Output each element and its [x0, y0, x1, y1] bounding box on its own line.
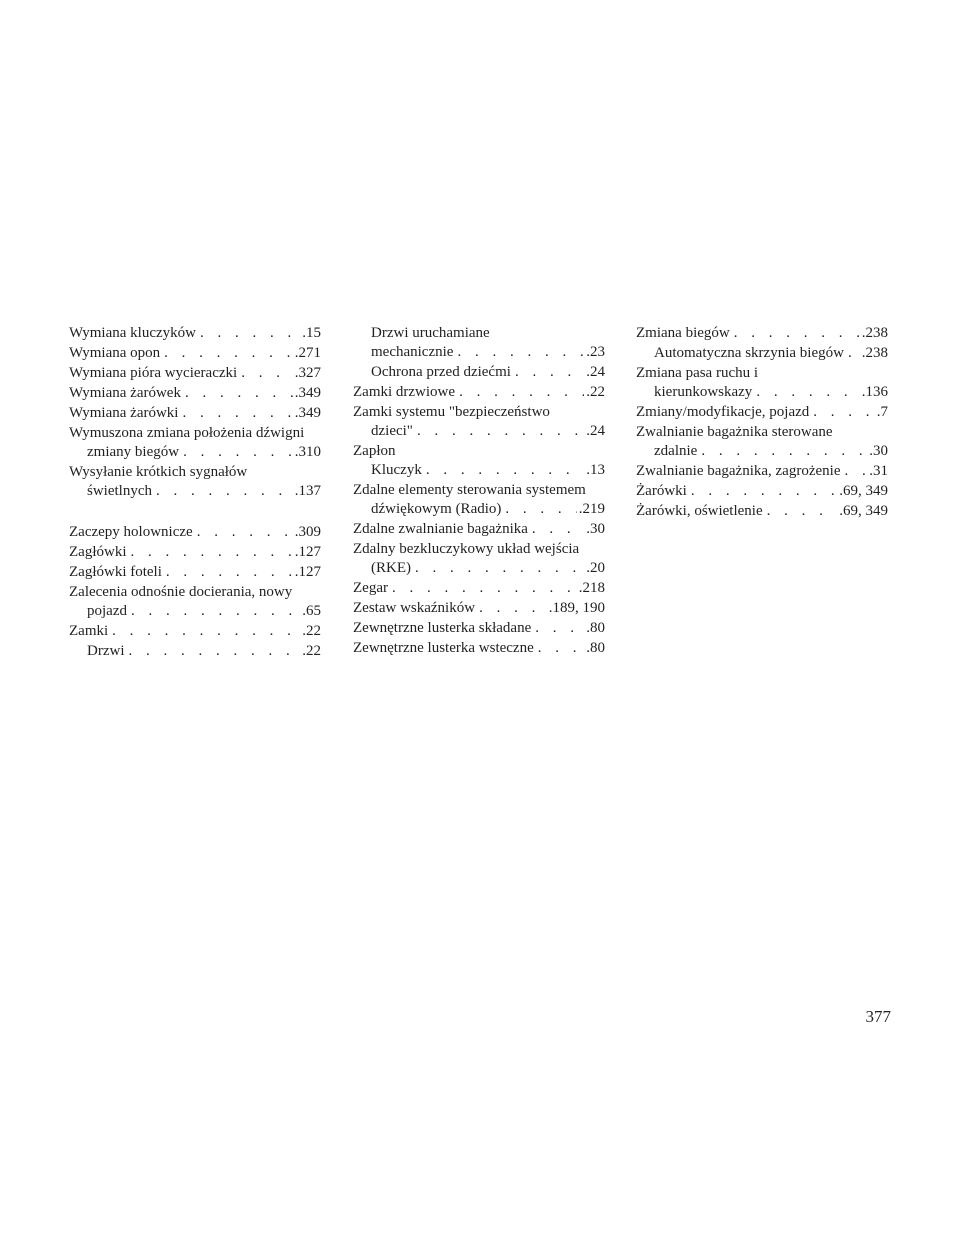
- index-entry-row: [353, 579, 605, 598]
- index-entry-page-ref: .13: [586, 462, 605, 478]
- index-entry-row: [353, 500, 605, 519]
- index-entry: [353, 540, 605, 578]
- index-entry-row: [353, 363, 605, 382]
- index-entry: [69, 404, 321, 423]
- index-entry-term: kierunkowskazy: [654, 384, 753, 400]
- dot-leader: [166, 563, 293, 582]
- index-entry-page-ref: .137: [294, 483, 321, 499]
- index-entry-page-ref: .31: [869, 463, 888, 479]
- dot-leader: [457, 343, 584, 362]
- index-entry-row: [69, 404, 321, 423]
- dot-leader: [129, 642, 301, 661]
- index-column-3: [636, 324, 888, 522]
- index-entry-row: [69, 563, 321, 582]
- index-entry-term: Ochrona przed dziećmi: [371, 364, 511, 380]
- index-entry-row: [69, 602, 321, 621]
- index-entry-row: [69, 523, 321, 542]
- index-entry-page-ref: .22: [586, 384, 605, 400]
- dot-leader: [185, 384, 293, 403]
- index-entry-heading: Drzwi uruchamiane: [371, 325, 490, 341]
- index-entry-row: [353, 422, 605, 441]
- index-entry-row: [636, 482, 888, 501]
- index-entry-row: [353, 599, 605, 618]
- index-entry-page-ref: .127: [294, 544, 321, 560]
- index-entry-page-ref: .349: [294, 405, 321, 421]
- index-entry-term: Zewnętrzne lusterka wsteczne: [353, 640, 534, 656]
- dot-leader: [156, 482, 293, 501]
- dot-leader: [415, 559, 584, 578]
- index-entry-term: Zewnętrzne lusterka składane: [353, 620, 532, 636]
- index-entry-heading: Zapłon: [353, 443, 396, 459]
- index-entry: [69, 384, 321, 403]
- index-entry-page-ref: .349: [294, 385, 321, 401]
- index-entry: [353, 599, 605, 618]
- index-entry-term: Żarówki, oświetlenie: [636, 503, 763, 519]
- index-entry-term: Zmiany/modyfikacje, pojazd: [636, 404, 810, 420]
- index-entry-row: [353, 520, 605, 539]
- index-entry: [353, 639, 605, 658]
- index-entry-row: [636, 324, 888, 343]
- index-entry-row: [353, 343, 605, 362]
- index-entry: [353, 383, 605, 402]
- index-entry: [69, 463, 321, 501]
- index-entry-row: [69, 364, 321, 383]
- index-entry-page-ref: .23: [586, 344, 605, 360]
- index-entry-row: [636, 344, 888, 363]
- dot-leader: [734, 324, 860, 343]
- index-entry-page-ref: .22: [302, 643, 321, 659]
- index-entry: [353, 442, 605, 480]
- index-entry-row: [636, 383, 888, 402]
- index-entry-term: Zamki drzwiowe: [353, 384, 456, 400]
- index-entry: [636, 423, 888, 461]
- dot-leader: [844, 462, 867, 481]
- index-entry: [69, 324, 321, 343]
- index-entry-page-ref: .189, 190: [548, 600, 605, 616]
- index-entry-page-ref: .7: [876, 404, 888, 420]
- index-entry-page-ref: .15: [302, 325, 321, 341]
- index-entry-term: Wymiana pióra wycieraczki: [69, 365, 238, 381]
- index-entry-page-ref: .238: [861, 345, 888, 361]
- index-entry-row: [636, 502, 888, 521]
- index-entry-page-ref: .309: [294, 524, 321, 540]
- index-entry-term: (RKE): [371, 560, 411, 576]
- index-entry-heading: Wysyłanie krótkich sygnałów: [69, 464, 248, 480]
- index-entry-term: Zdalne zwalnianie bagażnika: [353, 521, 528, 537]
- dot-leader: [701, 442, 867, 461]
- index-entry-term: Zagłówki: [69, 544, 127, 560]
- index-entry-row: [69, 543, 321, 562]
- index-entry-row: [69, 344, 321, 363]
- index-entry: [636, 364, 888, 402]
- index-entry-page-ref: .22: [302, 623, 321, 639]
- index-entry-term: Żarówki: [636, 483, 687, 499]
- index-entry-term: świetlnych: [87, 483, 152, 499]
- dot-leader: [392, 579, 577, 598]
- dot-leader: [459, 383, 584, 402]
- dot-leader: [164, 344, 293, 363]
- index-entry-page-ref: .127: [294, 564, 321, 580]
- dot-leader: [691, 482, 837, 501]
- index-entry-heading: Zdalny bezkluczykowy układ wejścia: [353, 541, 580, 557]
- index-entry-row: [353, 619, 605, 638]
- index-entry-page-ref: .238: [861, 325, 888, 341]
- index-entry-term: Wymiana żarówki: [69, 405, 179, 421]
- index-entry-page-ref: .310: [294, 444, 321, 460]
- index-entry-row: [636, 462, 888, 481]
- index-entry-row: [69, 642, 321, 661]
- index-entry: [69, 364, 321, 383]
- dot-leader: [535, 619, 584, 638]
- index-entry-row: [353, 559, 605, 578]
- dot-leader: [182, 404, 292, 423]
- dot-leader: [417, 422, 584, 441]
- index-entry-row: [69, 324, 321, 343]
- dot-leader: [515, 363, 584, 382]
- index-entry-row: [353, 461, 605, 480]
- index-entry: [69, 424, 321, 462]
- index-entry-row: [353, 639, 605, 658]
- index-entry-term: Wymiana opon: [69, 345, 161, 361]
- index-entry: [69, 543, 321, 562]
- index-entry-page-ref: .24: [586, 423, 605, 439]
- index-entry: [353, 619, 605, 638]
- dot-leader: [426, 461, 584, 480]
- dot-leader: [813, 403, 874, 422]
- index-entry: [636, 482, 888, 501]
- index-entry-heading: Zwalnianie bagażnika sterowane: [636, 424, 833, 440]
- index-column-1: [69, 324, 321, 662]
- index-entry-row: [69, 482, 321, 501]
- index-entry: [69, 523, 321, 542]
- index-entry: [69, 622, 321, 641]
- index-entry: [636, 462, 888, 481]
- index-entry-page-ref: .219: [578, 501, 605, 517]
- index-entry-row: [69, 622, 321, 641]
- index-entry: [636, 403, 888, 422]
- index-entry-row: [353, 383, 605, 402]
- index-entry: [353, 403, 605, 441]
- dot-leader: [848, 344, 860, 363]
- index-entry-page-ref: .20: [586, 560, 605, 576]
- dot-leader: [197, 523, 293, 542]
- index-entry-page-ref: .69, 349: [839, 483, 888, 499]
- dot-leader: [756, 383, 859, 402]
- index-entry-term: Zagłówki foteli: [69, 564, 162, 580]
- dot-leader: [241, 364, 293, 383]
- index-entry: [636, 324, 888, 343]
- index-entry-page-ref: .30: [586, 521, 605, 537]
- index-entry-heading: Zalecenia odnośnie docierania, nowy: [69, 584, 293, 600]
- index-entry: [353, 363, 605, 382]
- index-entry-term: pojazd: [87, 603, 127, 619]
- index-entry-row: [636, 403, 888, 422]
- index-entry-term: Zestaw wskaźników: [353, 600, 476, 616]
- index-entry-term: Zwalnianie bagażnika, zagrożenie: [636, 463, 841, 479]
- index-entry-term: zdalnie: [654, 443, 698, 459]
- index-entry-heading: Wymuszona zmiana położenia dźwigni: [69, 425, 305, 441]
- index-entry: [636, 344, 888, 363]
- index-entry-term: Automatyczna skrzynia biegów: [654, 345, 844, 361]
- index-entry-page-ref: .136: [861, 384, 888, 400]
- index-entry-term: zmiany biegów: [87, 444, 180, 460]
- index-entry-page-ref: .327: [294, 365, 321, 381]
- dot-leader: [505, 500, 576, 519]
- index-entry-page-ref: .30: [869, 443, 888, 459]
- index-entry-heading: Zdalne elementy sterowania systemem: [353, 482, 586, 498]
- index-entry-term: Zegar: [353, 580, 388, 596]
- index-entry: [353, 520, 605, 539]
- dot-leader: [532, 520, 584, 539]
- index-entry-page-ref: .80: [586, 640, 605, 656]
- index-entry: [69, 583, 321, 621]
- index-entry-term: Kluczyk: [371, 462, 422, 478]
- dot-leader: [767, 502, 838, 521]
- index-column-2: [353, 324, 605, 659]
- page-number: 377: [865, 1007, 891, 1026]
- dot-leader: [538, 639, 585, 658]
- index-entry-term: Zamki: [69, 623, 109, 639]
- dot-leader: [131, 602, 300, 621]
- dot-leader: [200, 324, 300, 343]
- index-entry: [353, 579, 605, 598]
- index-entry-term: mechanicznie: [371, 344, 454, 360]
- index-entry-page-ref: .65: [302, 603, 321, 619]
- index-entry: [636, 502, 888, 521]
- dot-leader: [131, 543, 293, 562]
- index-entry-term: dzieci": [371, 423, 413, 439]
- index-entry-page-ref: .271: [294, 345, 321, 361]
- index-entry-row: [636, 442, 888, 461]
- index-entry-row: [69, 443, 321, 462]
- index-entry: [353, 481, 605, 519]
- index-entry-term: Drzwi: [87, 643, 125, 659]
- letter-group-gap: [69, 502, 321, 523]
- index-entry-page-ref: .218: [578, 580, 605, 596]
- index-entry: [69, 642, 321, 661]
- index-entry-page-ref: .80: [586, 620, 605, 636]
- index-entry-term: Zaczepy holownicze: [69, 524, 193, 540]
- index-entry-page-ref: .69, 349: [839, 503, 888, 519]
- dot-leader: [112, 622, 300, 641]
- index-entry-heading: Zamki systemu "bezpieczeństwo: [353, 404, 550, 420]
- index-entry-term: Zmiana biegów: [636, 325, 730, 341]
- index-entry-row: [69, 384, 321, 403]
- dot-leader: [183, 443, 293, 462]
- index-entry-page-ref: .24: [586, 364, 605, 380]
- index-entry-heading: Zmiana pasa ruchu i: [636, 365, 759, 381]
- index-entry-term: dźwiękowym (Radio): [371, 501, 502, 517]
- dot-leader: [479, 599, 547, 618]
- index-entry: [69, 563, 321, 582]
- index-entry-term: Wymiana żarówek: [69, 385, 181, 401]
- index-entry-term: Wymiana kluczyków: [69, 325, 196, 341]
- index-entry: [69, 344, 321, 363]
- index-entry: [353, 324, 605, 362]
